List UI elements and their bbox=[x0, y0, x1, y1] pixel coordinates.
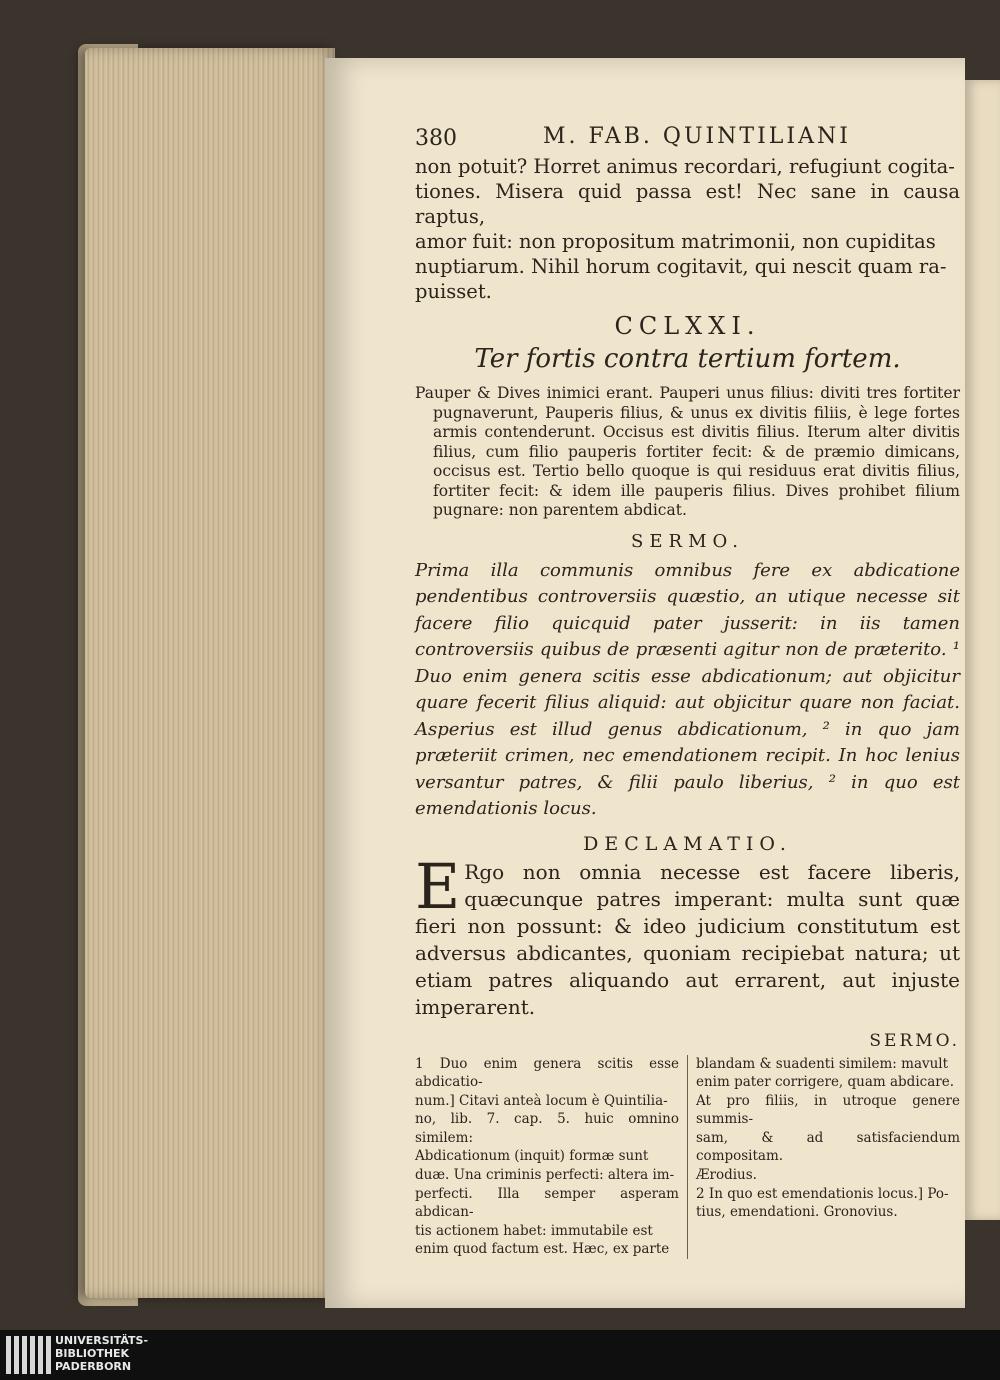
page-number: 380 bbox=[415, 126, 457, 151]
running-head bbox=[415, 118, 960, 154]
library-name-line: PADERBORN bbox=[55, 1360, 132, 1373]
text-line: puisset. bbox=[415, 280, 492, 303]
declamatio-heading: DECLAMATIO. bbox=[583, 832, 792, 855]
argument-paragraph: Pauper & Dives inimici erant. Pauperi unus filius: diviti tres fortiter pugnaverunt, Pauperis filius, & unus ex divitis filiis, è lege fortes armis contenderunt. Occisus est divitis filius. Iterum alter divitis filius, cum filio pauperis fortiter fecit: & de præmio dimicans, occisus est. Tertio bello quoque is qui residuus erat divitis filius, fortiter fecit: & idem ille pauperis filius. Dives prohibet filium pugnare: non parentem abdicat. bbox=[415, 384, 960, 519]
note-line: Ærodius. bbox=[696, 1167, 757, 1184]
note-line: Abdicationum (inquit) formæ sunt bbox=[415, 1148, 649, 1165]
footnotes-left-column bbox=[415, 1055, 687, 1260]
footnotes bbox=[415, 1055, 960, 1260]
sermo-paragraph: Prima illa communis omnibus fere ex abdicatione pendentibus controversiis quæstio, an utique necesse sit facere filio quicquid pater jusserit: in iis tamen controversiis quibus de præsenti agitur non de præterito. ¹ Duo enim genera scitis esse abdicationum; aut objicitur quare fecerit filius aliquid: aut objicitur quare non faciat. Asperius est illud genus abdicationum, ² in quo jam præteriit crimen, nec emendationem recipit. In hoc lenius versantur patres, & filii paulo liberius, ² in quo est emendationis locus. bbox=[415, 559, 960, 819]
text-line: amor fuit: non propositum matrimonii, non cupiditas bbox=[415, 230, 936, 253]
note-line: enim quod factum est. Hæc, ex parte bbox=[415, 1241, 670, 1258]
library-name bbox=[55, 1334, 148, 1373]
note-line: no, lib. 7. cap. 5. huic omnino similem: bbox=[415, 1111, 679, 1146]
note-line: duæ. Una criminis perfecti: altera im- bbox=[415, 1167, 675, 1184]
library-name-line: UNIVERSITÄTS- bbox=[55, 1334, 149, 1347]
note-line: tius, emendationi. Gronovius. bbox=[696, 1204, 898, 1221]
declamation-number: CCLXXI. bbox=[614, 312, 761, 340]
note-line: blandam & suadenti similem: mavult bbox=[696, 1055, 949, 1072]
page-text bbox=[415, 118, 960, 1259]
running-title: M. FAB. QUINTILIANI bbox=[543, 124, 851, 149]
library-logo-icon bbox=[6, 1336, 51, 1374]
facing-page-edge bbox=[965, 80, 1000, 1220]
text-line: tiones. Misera quid passa est! Nec sane in causa raptus, bbox=[415, 180, 960, 228]
text-line: non potuit? Horret animus recordari, refugiunt cogita- bbox=[415, 155, 955, 178]
note-line: enim pater corrigere, quam abdicare. bbox=[696, 1074, 954, 1091]
note-line: tis actionem habet: immutabile est bbox=[415, 1222, 653, 1239]
drop-cap-initial: E bbox=[415, 849, 461, 923]
library-footer-bar bbox=[0, 1330, 1000, 1380]
footnotes-right-column bbox=[687, 1055, 960, 1260]
library-name-line: BIBLIOTHEK bbox=[55, 1347, 130, 1360]
declamatio-text: Rgo non omnia necesse est facere liberis, quæcunque patres imperant: multa sunt quæ fieri non possunt: & ideo judicium constitutum est adversus abdicantes, quoniam recipiebat natura; ut etiam patres aliquando aut errarent, aut injuste imperarent. bbox=[415, 859, 960, 1019]
declamatio-paragraph bbox=[415, 849, 960, 1021]
note-line: num.] Citavi anteà locum è Quintilia- bbox=[415, 1092, 668, 1109]
page-block-edge bbox=[85, 48, 335, 1298]
sermo-heading: SERMO. bbox=[631, 530, 744, 552]
note-line: perfecti. Illa semper asperam abdican- bbox=[415, 1185, 679, 1221]
note-line: At pro filiis, in utroque genere summis- bbox=[696, 1092, 960, 1128]
note-line: sam, & ad satisfaciendum compositam. bbox=[696, 1129, 960, 1165]
declamation-title: Ter fortis contra tertium fortem. bbox=[474, 344, 901, 374]
note-line: 2 In quo est emendationis locus.] Po- bbox=[696, 1185, 949, 1202]
note-line: 1 Duo enim genera scitis esse abdicatio- bbox=[415, 1055, 679, 1091]
opening-paragraph bbox=[415, 154, 960, 304]
text-line: nuptiarum. Nihil horum cogitavit, qui nescit quam ra- bbox=[415, 255, 947, 278]
catchword: SERMO. bbox=[869, 1030, 960, 1051]
